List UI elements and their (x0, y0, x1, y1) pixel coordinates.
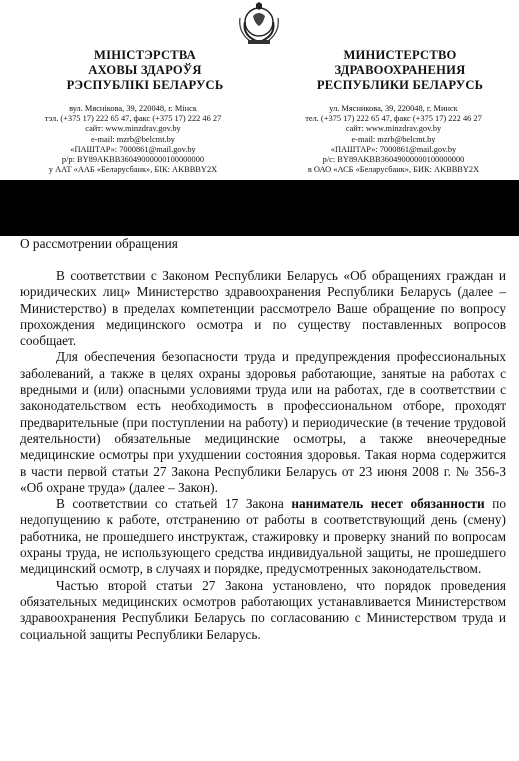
paragraph-text: В соответствии со статьей 17 Закона (56, 496, 292, 512)
redacted-recipient-block (0, 180, 519, 236)
body-paragraph: Частью второй статьи 27 Закона установлено, что порядок проведения обязательных медицинских осмотров работающих устанавливается Министерством здравоохранения Республики Беларусь по согласованию с Министерством труда и социальной защиты Республики Беларусь. (20, 577, 506, 642)
contact-line: «ПАШТАР»: 7000861@mail.gov.by (330, 144, 457, 154)
ministry-name-ru-line2: ЗДРАВООХРАНЕНИЯ (334, 63, 466, 77)
ministry-header-russian (290, 48, 510, 93)
contact-line: тэл. (+375 17) 222 65 47, факс (+375 17) 222 46 27 (44, 114, 222, 124)
contact-line: в ОАО «АСБ «Беларусбанк», БИК: AKBBBY2X (307, 165, 480, 175)
letter-body (20, 268, 506, 643)
contact-line: «ПАШТАР»: 7000861@mail.gov.by (70, 144, 196, 154)
contact-line: сайт: www.minzdrav.gov.by (85, 124, 181, 134)
ministry-name-by-line2: АХОВЫ ЗДАРОЎЯ (88, 63, 202, 77)
contact-line: р/р: BY89AKBB36049000000100000000 (61, 155, 205, 165)
contact-line: у ААТ «ААБ «Беларусбанк», БІК: AKBBBY2X (48, 165, 218, 175)
contact-line: вул. Мяснікова, 39, 220048, г. Мінск (69, 104, 197, 113)
contact-line: ул. Мясникова, 39, 220048, г. Минск (329, 104, 458, 113)
ministry-header-belarusian (40, 48, 250, 93)
contact-line: тел. (+375 17) 222 65 47, факс (+375 17) 222 46 27 (305, 114, 482, 124)
ministry-name-ru-line1: МИНИСТЕРСТВО (343, 48, 457, 62)
emphasized-text: наниматель несет обязанности (291, 496, 485, 512)
contact-block-russian (268, 104, 519, 175)
contact-line: р/с: BY89AKBB36049000000100000000 (322, 155, 465, 165)
contact-line: сайт: www.minzdrav.gov.by (345, 124, 442, 134)
ministry-name-ru-line3: РЕСПУБЛИКИ БЕЛАРУСЬ (316, 78, 484, 92)
state-emblem-icon (236, 2, 282, 46)
body-paragraph: В соответствии с Законом Республики Беларусь «Об обращениях граждан и юридических лиц» Министерство здравоохранения Республики Беларусь (далее – Министерство) в пределах компетенции рассмотрело Ваше обращение по вопросу прохождения медицинского осмотра и по существу поставленных вопросов сообщает. (20, 268, 506, 349)
ministry-name-by-line3: РЭСПУБЛІКІ БЕЛАРУСЬ (66, 78, 224, 92)
contact-line: e-mail: mzrb@belcmt.by (91, 134, 175, 144)
contact-line: e-mail: mzrb@belcmt.by (351, 134, 436, 144)
body-paragraph: Для обеспечения безопасности труда и предупреждения профессиональных заболеваний, а также в целях охраны здоровья работающие, занятые на работах с вредными и (или) опасными условиями труда или на работах, где в соответствии с законодательством есть необходимость в профессиональном отборе, проходят предварительные (при поступлении на работу) и периодические (в течение трудовой деятельности) обязательные медицинские осмотры, а также внеочередные медицинские осмотры при ухудшении состояния здоровья. Такая норма содержится в части первой статьи 27 Закона Республики Беларусь от 23 июня 2008 г. № 356-З «Об охране труда» (далее – Закон). (20, 349, 506, 495)
paragraph-text: по недопущению к работе, отстранению от работы в соответствующий день (смену) работника, не прошедшего инструктаж, стажировку и проверку знаний по вопросам охраны труда, не использующего средства индивидуальной защиты, не прошедшего медицинский осмотр, в случаях и порядке, предусмотренных законодательством. (20, 496, 506, 577)
body-paragraph (20, 496, 506, 577)
contact-block-belarusian (8, 104, 258, 175)
letter-subject: О рассмотрении обращения (20, 236, 178, 251)
ministry-name-by-line1: МІНІСТЭРСТВА (94, 48, 196, 62)
